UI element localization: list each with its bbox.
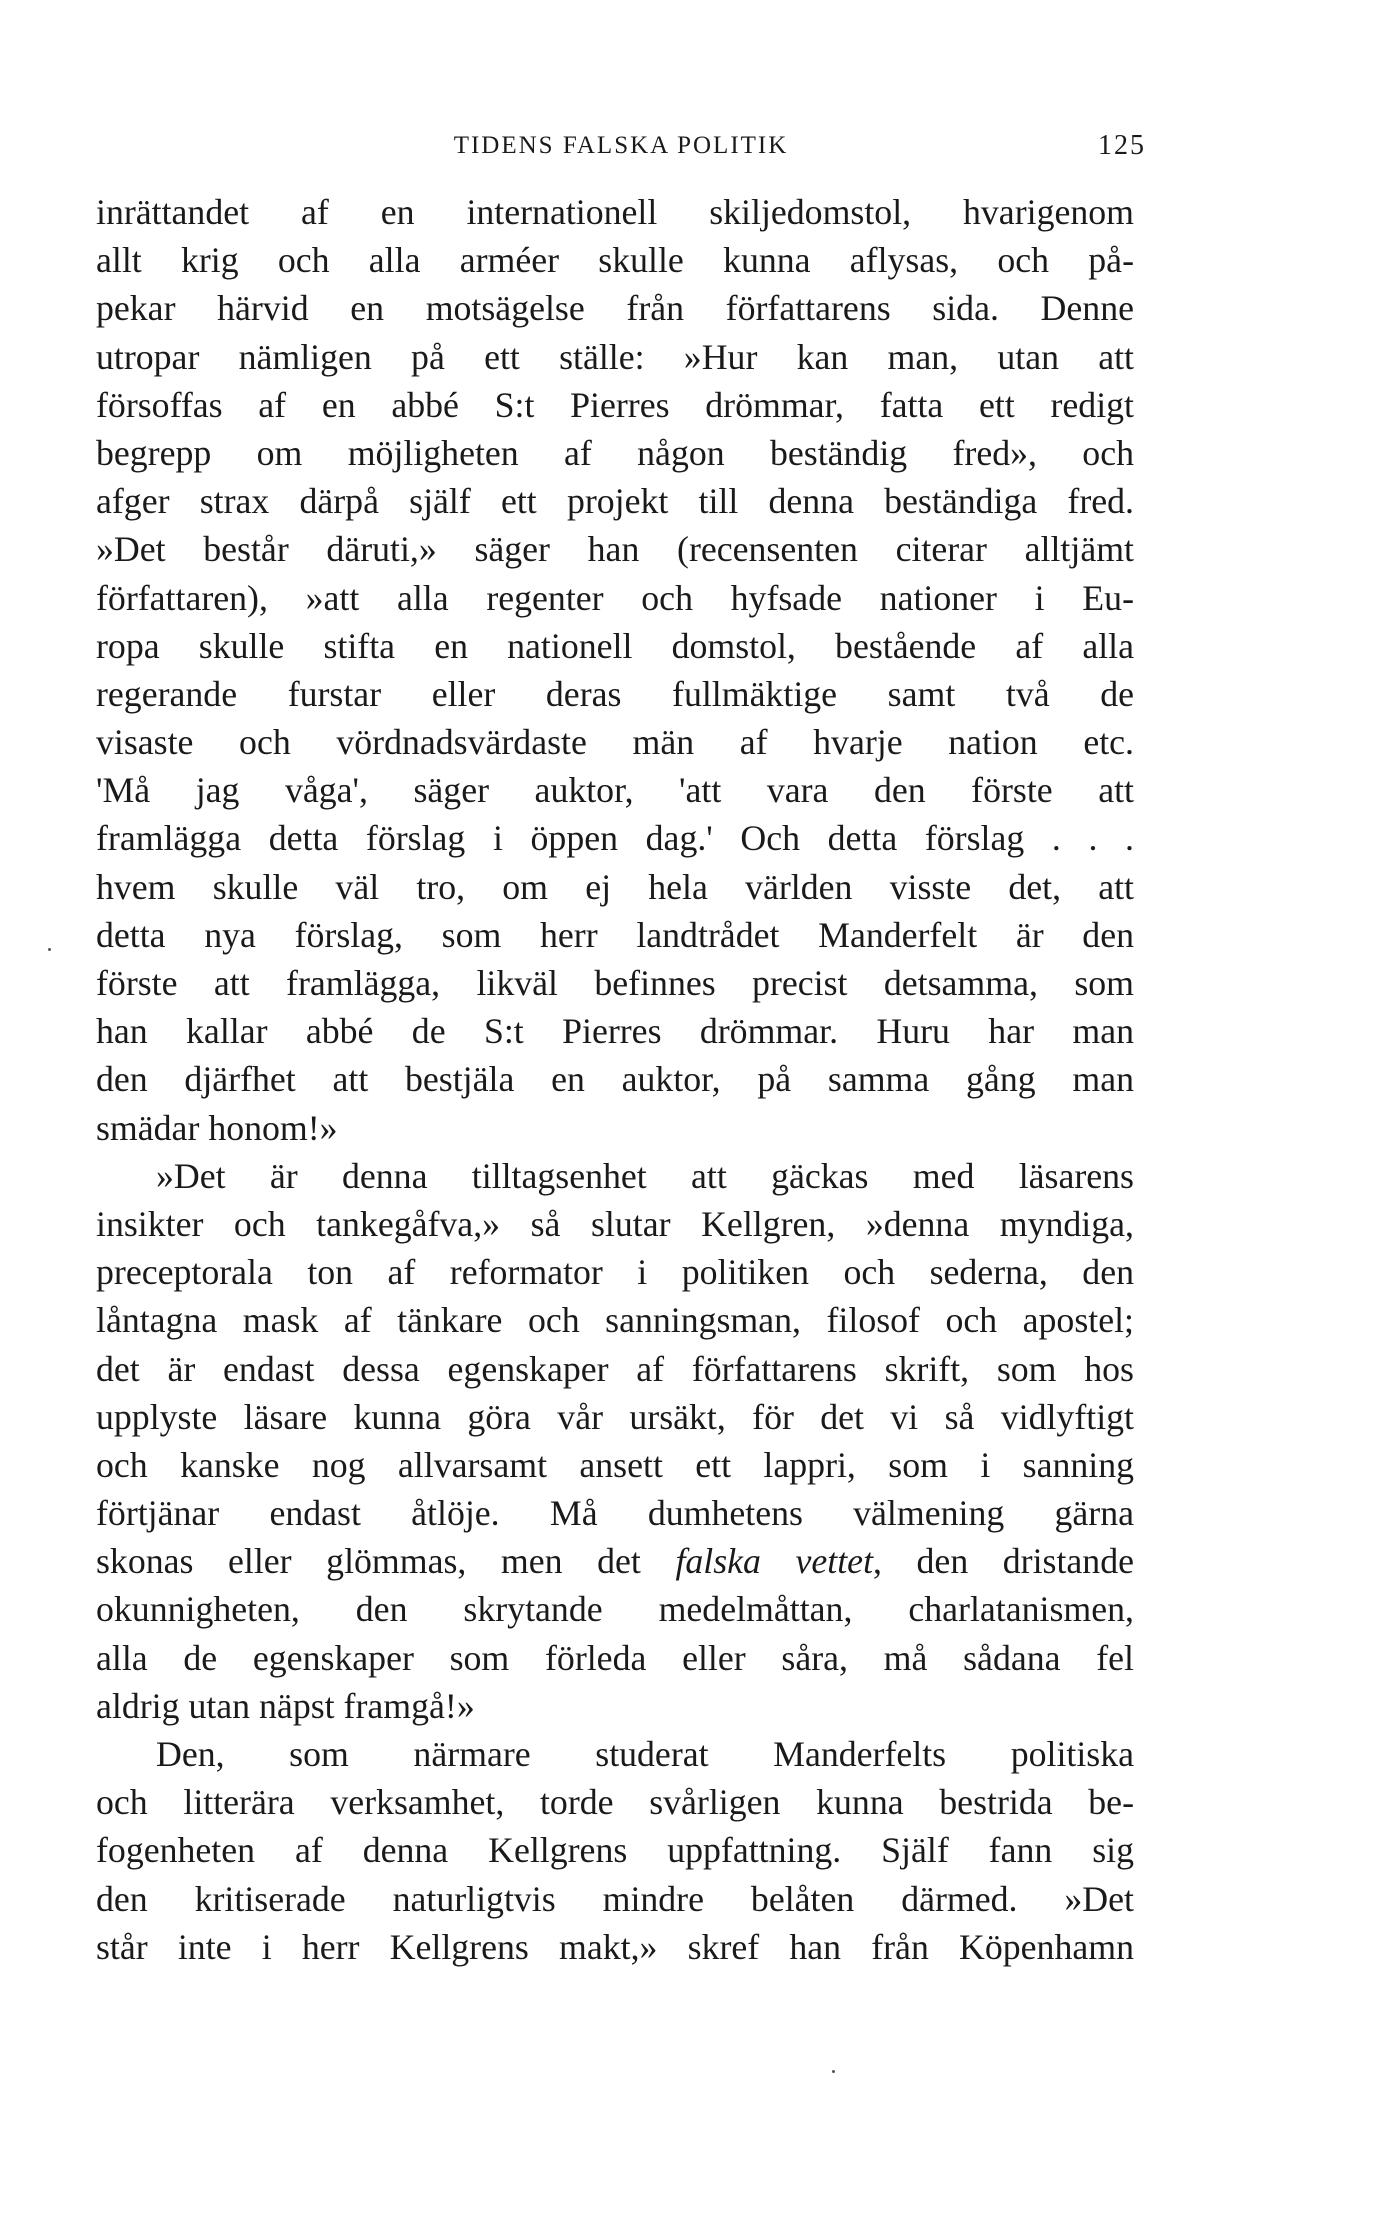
text-line: afger strax därpå själf ett projekt till denna beständiga fred.	[96, 481, 1134, 522]
text-line: står inte i herr Kellgrens makt,» skref han från Köpenhamn	[96, 1926, 1134, 1967]
text-line: okunnigheten, den skrytande medelmåttan, charlatanismen,	[96, 1589, 1134, 1630]
text-line: upplyste läsare kunna göra vår ursäkt, för det vi så vidlyftigt	[96, 1396, 1134, 1437]
text-line: inrättandet af en internationell skiljedomstol, hvarigenom	[96, 192, 1134, 232]
text-line: låntagna mask af tänkare och sanningsman, filosof och apostel;	[96, 1300, 1134, 1341]
text-line: det är endast dessa egenskaper af författarens skrift, som hos	[96, 1348, 1134, 1389]
text-line: och litterära verksamhet, torde svårligen kunna bestrida be-	[96, 1782, 1134, 1823]
text-line: detta nya förslag, som herr landtrådet Manderfelt är den	[96, 914, 1134, 955]
text-line: allt krig och alla arméer skulle kunna aflysas, och på-	[96, 240, 1134, 281]
text-line: preceptorala ton af reformator i politiken och sederna, den	[96, 1252, 1134, 1293]
text-line: han kallar abbé de S:t Pierres drömmar. Huru har man	[96, 1011, 1134, 1052]
running-title: TIDENS FALSKA POLITIK	[453, 132, 789, 159]
text-line: författaren), »att alla regenter och hyfsade nationer i Eu-	[96, 577, 1134, 618]
text-line: begrepp om möjligheten af någon beständig fred», och	[96, 432, 1134, 473]
page-header	[96, 126, 1146, 166]
text-line: visaste och vördnadsvärdaste män af hvarje nation etc.	[96, 722, 1134, 763]
text-line: den kritiserade naturligtvis mindre belåten därmed. »Det	[96, 1878, 1134, 1919]
text-line: förste att framlägga, likväl befinnes precist detsamma, som	[96, 963, 1134, 1003]
text-line: framlägga detta förslag i öppen dag.' Och detta förslag . . .	[96, 818, 1134, 859]
text-line: den djärfhet att bestjäla en auktor, på samma gång man	[96, 1059, 1134, 1100]
text-line: och kanske nog allvarsamt ansett ett lappri, som i sanning	[96, 1444, 1134, 1485]
text-line: 'Må jag våga', säger auktor, 'att vara den förste att	[96, 770, 1134, 811]
text-line: utropar nämligen på ett ställe: »Hur kan man, utan att	[96, 336, 1134, 377]
text-line-with-italic	[96, 1537, 1134, 1585]
text-line: insikter och tankegåfva,» så slutar Kellgren, »denna myndiga,	[96, 1203, 1134, 1244]
italic-phrase: falska vettet	[675, 1541, 874, 1582]
print-speck	[48, 948, 51, 951]
text-line: förtjänar endast åtlöje. Må dumhetens välmening gärna	[96, 1493, 1134, 1534]
text-line: försoffas af en abbé S:t Pierres drömmar, fatta ett redigt	[96, 384, 1134, 425]
print-speck	[832, 2070, 835, 2073]
text-line: hvem skulle väl tro, om ej hela världen visste det, att	[96, 866, 1134, 907]
paragraph-end-line: aldrig utan näpst framgå!»	[96, 1685, 475, 1726]
text-line: ropa skulle stifta en nationell domstol, bestående af alla	[96, 625, 1134, 666]
line-segment: , den dristande	[873, 1541, 1134, 1582]
paragraph-start-line: »Det är denna tilltagsenhet att gäckas med läsarens	[156, 1155, 1134, 1196]
body-text	[96, 188, 1134, 1971]
text-line: »Det består däruti,» säger han (recensenten citerar alltjämt	[96, 529, 1134, 570]
paragraph-start-line: Den, som närmare studerat Manderfelts politiska	[156, 1734, 1134, 1774]
text-line: alla de egenskaper som förleda eller såra, må sådana fel	[96, 1637, 1134, 1678]
paragraph-end-line: smädar honom!»	[96, 1107, 338, 1148]
page-number: 125	[1098, 130, 1146, 161]
text-line: pekar härvid en motsägelse från författarens sida. Denne	[96, 288, 1134, 329]
text-line: fogenheten af denna Kellgrens uppfattning. Själf fann sig	[96, 1830, 1134, 1871]
text-line: regerande furstar eller deras fullmäktige samt två de	[96, 673, 1134, 714]
line-segment: skonas eller glömmas, men det	[96, 1541, 676, 1582]
